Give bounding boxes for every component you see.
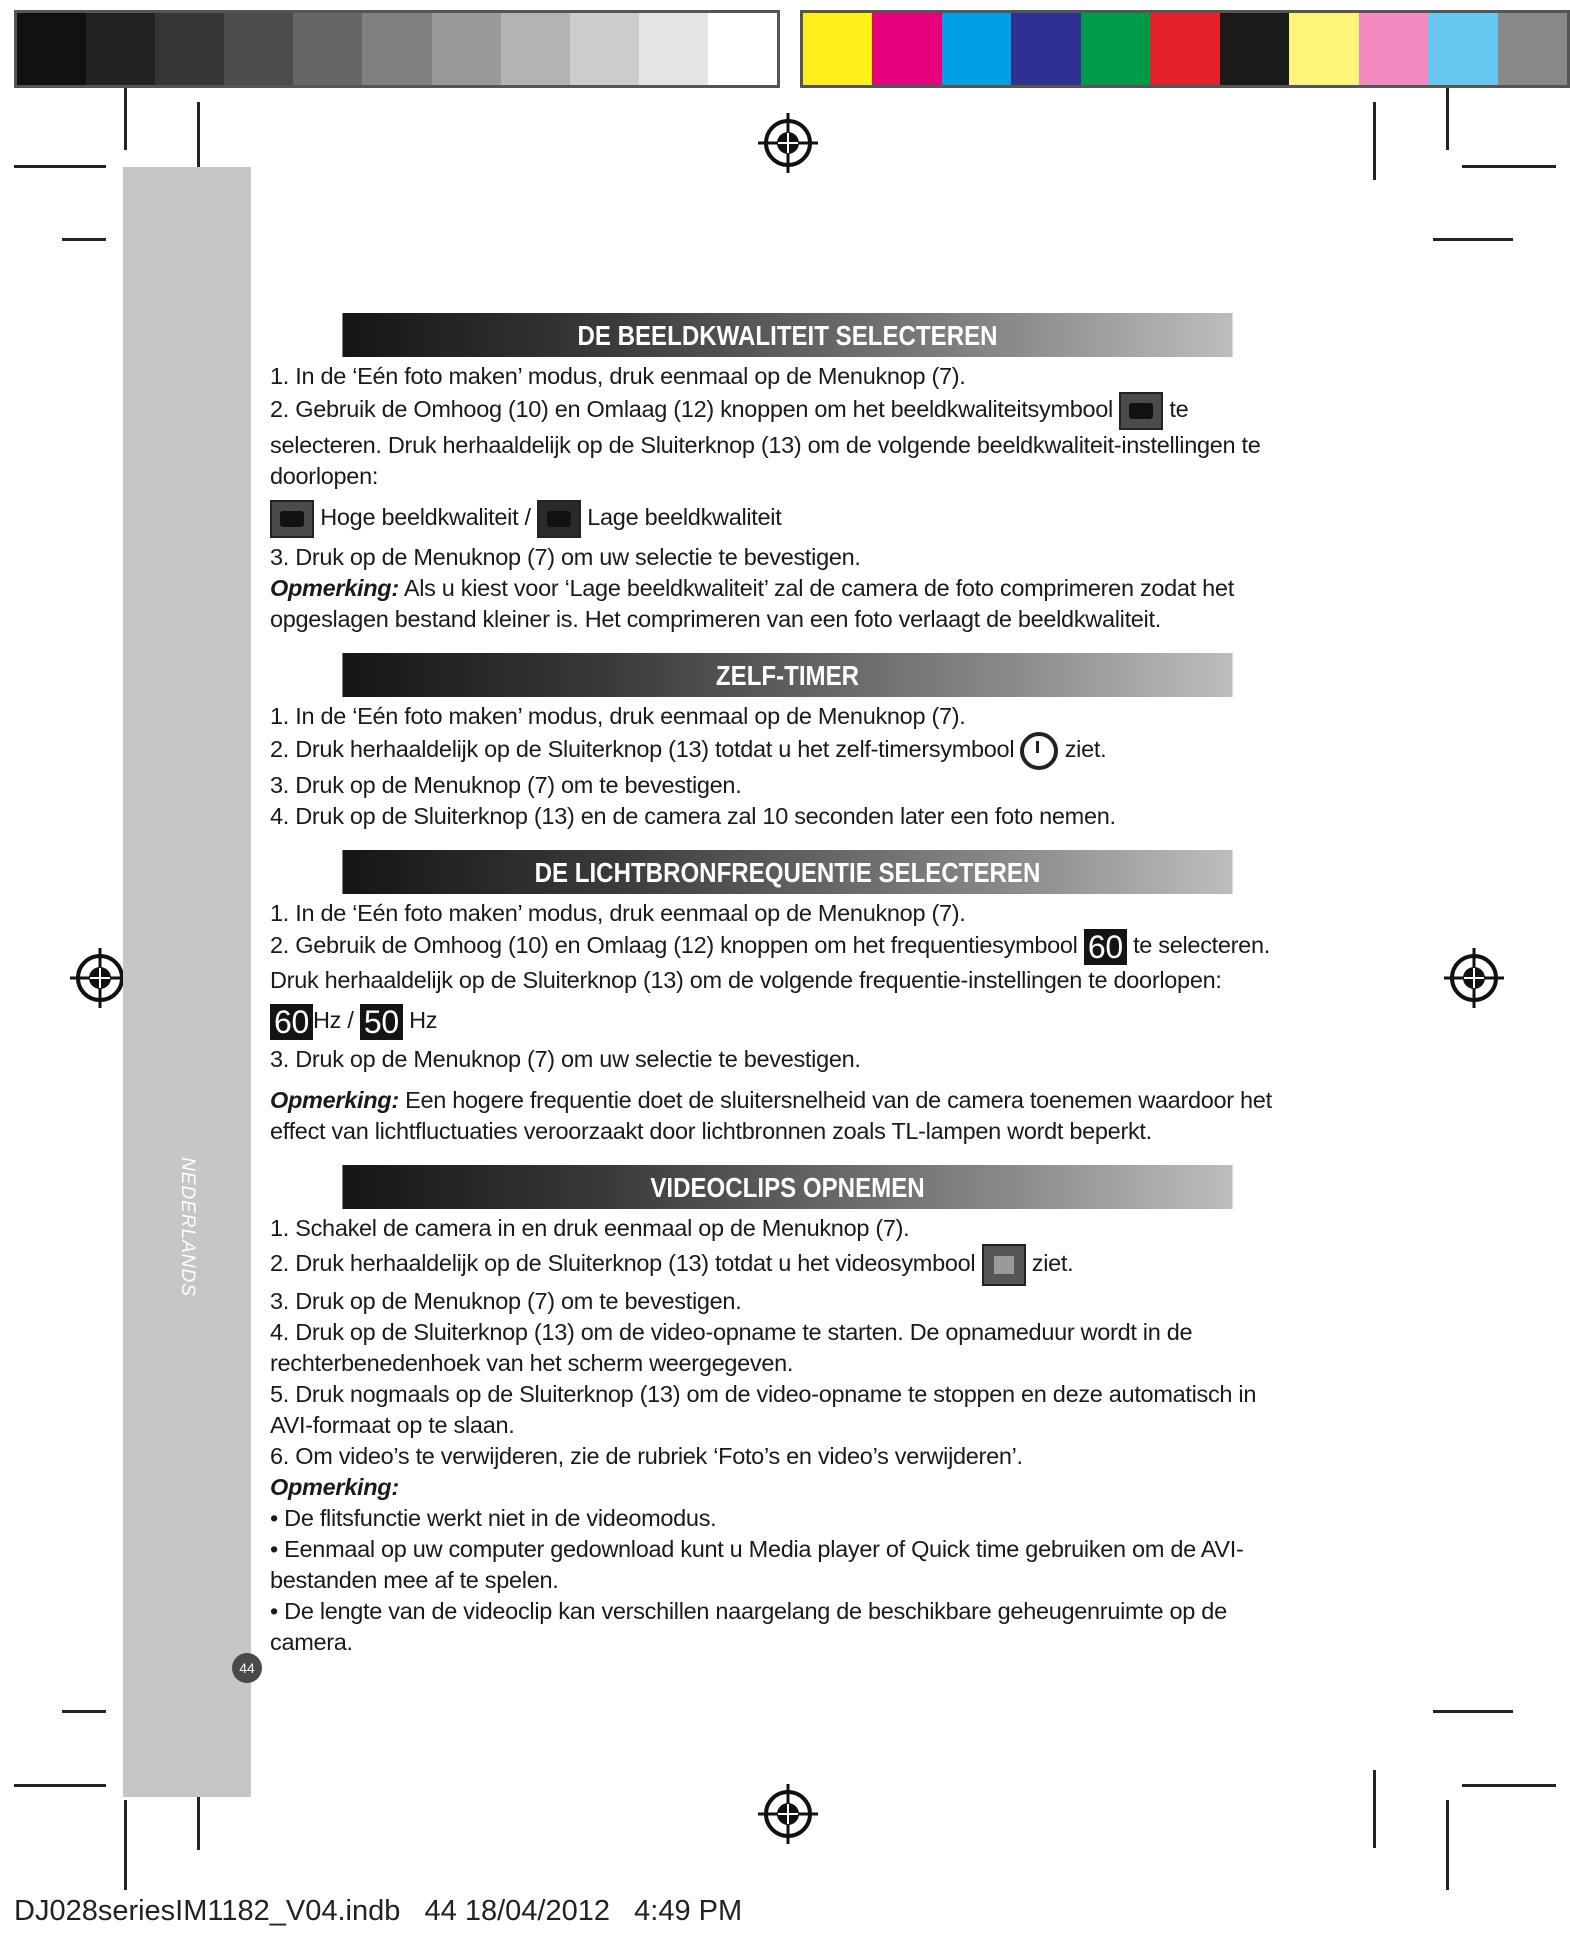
hz-label: Hz: [409, 1007, 438, 1033]
frequency-icon: 60: [1084, 929, 1127, 965]
color-swatch: [1220, 13, 1289, 85]
hz-label: Hz /: [313, 1007, 354, 1033]
instruction-line: 1. In de ‘Eén foto maken’ modus, druk eenmaal op de Menuknop (7).: [270, 900, 966, 926]
note-bullet: camera.: [270, 1629, 353, 1655]
note-line: opgeslagen bestand kleiner is. Het comprimeren van een foto verlaagt de beeldkwaliteit.: [270, 606, 1161, 632]
color-swatch: [1498, 13, 1567, 85]
crop-mark: [1446, 1800, 1449, 1890]
instruction-text: 2. Gebruik de Omhoog (10) en Omlaag (12) knoppen om het beeldkwaliteitsymbool: [270, 396, 1113, 423]
gray-swatch: [501, 13, 570, 85]
color-swatch: [1081, 13, 1150, 85]
instruction-line: Druk herhaaldelijk op de Sluiterknop (13) om de volgende frequentie-instellingen te doorlopen:: [270, 967, 1222, 993]
crop-mark: [1462, 165, 1556, 168]
instruction-line: 3. Druk op de Menuknop (7) om uw selectie te bevestigen.: [270, 544, 861, 570]
instruction-line: 1. Schakel de camera in en druk eenmaal op de Menuknop (7).: [270, 1215, 910, 1241]
print-slug: DJ028seriesIM1182_V04.indb 44 18/04/2012 4:49 PM: [14, 1895, 743, 1927]
color-swatch: [1289, 13, 1358, 85]
note-label: Opmerking:: [270, 1474, 399, 1500]
gray-swatch: [86, 13, 155, 85]
option-high-label: Hoge beeldkwaliteit /: [320, 504, 531, 530]
note-text: Als u kiest voor ‘Lage beeldkwaliteit’ zal de camera de foto comprimeren zodat het: [398, 575, 1234, 601]
instruction-line: selecteren. Druk herhaaldelijk op de Sluiterknop (13) om de volgende beeldkwaliteit-instellingen te: [270, 432, 1261, 458]
registration-mark-icon: [756, 111, 820, 175]
instruction-text: te selecteren.: [1133, 932, 1270, 959]
language-side-tab: [123, 167, 251, 1797]
gray-swatch: [362, 13, 431, 85]
crop-mark: [1433, 238, 1513, 241]
section-heading-timer: ZELF-TIMER: [342, 653, 1232, 697]
instruction-text: 2. Druk herhaaldelijk op de Sluiterknop (13) totdat u het videosymbool: [270, 1250, 976, 1277]
crop-mark: [1373, 102, 1376, 180]
instruction-text: 2. Druk herhaaldelijk op de Sluiterknop (13) totdat u het zelf-timersymbool: [270, 736, 1015, 763]
instruction-line: [270, 732, 1305, 770]
registration-mark-icon: [1442, 946, 1506, 1010]
note-line: [270, 1085, 1305, 1116]
self-timer-icon: [1020, 732, 1058, 770]
gray-swatch: [224, 13, 293, 85]
crop-mark: [124, 88, 127, 150]
gray-swatch: [708, 13, 777, 85]
page-number: 44: [232, 1653, 262, 1683]
color-calibration-bar: [800, 10, 1570, 88]
gray-swatch: [17, 13, 86, 85]
note-label: Opmerking:: [270, 575, 399, 601]
color-swatch: [942, 13, 1011, 85]
frequency-options: [270, 996, 1305, 1044]
instruction-line: [270, 1244, 1305, 1286]
instruction-line: 1. In de ‘Eén foto maken’ modus, druk eenmaal op de Menuknop (7).: [270, 363, 966, 389]
note-bullet: • Eenmaal op uw computer gedownload kunt u Media player of Quick time gebruiken om de AVI-: [270, 1536, 1244, 1562]
color-swatch: [1011, 13, 1080, 85]
instruction-line: 3. Druk op de Menuknop (7) om te bevestigen.: [270, 772, 742, 798]
instruction-text: ziet.: [1031, 1250, 1074, 1277]
gray-swatch: [570, 13, 639, 85]
instruction-text: 2. Gebruik de Omhoog (10) en Omlaag (12) knoppen om het frequentiesymbool: [270, 932, 1078, 959]
note-line: effect van lichtfluctuaties veroorzaakt door lichtbronnen zoals TL-lampen wordt beperkt.: [270, 1118, 1152, 1144]
crop-mark: [1373, 1770, 1376, 1848]
instruction-line: 4. Druk op de Sluiterknop (13) om de video-opname te starten. De opnameduur wordt in de: [270, 1319, 1193, 1345]
color-swatch: [872, 13, 941, 85]
crop-mark: [14, 1784, 106, 1787]
color-swatch: [803, 13, 872, 85]
color-swatch: [1428, 13, 1497, 85]
crop-mark: [14, 165, 106, 168]
note-text: Een hogere frequentie doet de sluitersnelheid van de camera toenemen waardoor het: [398, 1087, 1272, 1113]
instruction-line: rechterbenedenhoek van het scherm weergegeven.: [270, 1350, 794, 1376]
instruction-line: 5. Druk nogmaals op de Sluiterknop (13) om de video-opname te stoppen en deze automatisch in: [270, 1381, 1257, 1407]
low-quality-icon: [537, 500, 581, 538]
section-heading-frequency: DE LICHTBRONFREQUENTIE SELECTEREN: [342, 850, 1232, 894]
crop-mark: [1433, 1710, 1513, 1713]
instruction-line: 6. Om video’s te verwijderen, zie de rubriek ‘Foto’s en video’s verwijderen’.: [270, 1443, 1023, 1469]
instruction-line: 1. In de ‘Eén foto maken’ modus, druk eenmaal op de Menuknop (7).: [270, 703, 966, 729]
crop-mark: [62, 1710, 106, 1713]
manual-content: [270, 313, 1305, 1658]
note-label: Opmerking:: [270, 1087, 399, 1113]
video-icon: [982, 1244, 1026, 1286]
crop-mark: [1446, 88, 1449, 150]
crop-mark: [124, 1800, 127, 1890]
instruction-line: [270, 392, 1305, 430]
note-line: [270, 573, 1305, 604]
gray-swatch: [293, 13, 362, 85]
gray-swatch: [155, 13, 224, 85]
section-heading-video: VIDEOCLIPS OPNEMEN: [342, 1165, 1232, 1209]
section-heading-quality: DE BEELDKWALITEIT SELECTEREN: [342, 313, 1232, 357]
instruction-line: 3. Druk op de Menuknop (7) om te bevestigen.: [270, 1288, 742, 1314]
color-swatch: [1150, 13, 1219, 85]
instruction-line: doorlopen:: [270, 463, 379, 489]
note-bullet: bestanden mee af te spelen.: [270, 1567, 559, 1593]
crop-mark: [62, 238, 106, 241]
instruction-text: ziet.: [1064, 736, 1107, 763]
color-swatch: [1359, 13, 1428, 85]
instruction-line: 4. Druk op de Sluiterknop (13) en de camera zal 10 seconden later een foto nemen.: [270, 803, 1116, 829]
note-bullet: • De lengte van de videoclip kan verschillen naargelang de beschikbare geheugenruimte op de: [270, 1598, 1227, 1624]
instruction-line: [270, 929, 1305, 965]
registration-mark-icon: [756, 1782, 820, 1846]
image-quality-icon: [1119, 392, 1163, 430]
note-bullet: • De flitsfunctie werkt niet in de videomodus.: [270, 1505, 717, 1531]
gray-swatch: [432, 13, 501, 85]
frequency-50-icon: 50: [360, 1004, 403, 1040]
quality-options: [270, 492, 1305, 542]
frequency-60-icon: 60: [270, 1004, 313, 1040]
instruction-line: AVI-formaat op te slaan.: [270, 1412, 515, 1438]
crop-mark: [1462, 1784, 1556, 1787]
language-label: NEDERLANDS: [177, 1157, 198, 1297]
instruction-line: 3. Druk op de Menuknop (7) om uw selectie te bevestigen.: [270, 1046, 861, 1072]
gray-swatch: [639, 13, 708, 85]
grayscale-calibration-bar: [14, 10, 780, 88]
option-low-label: Lage beeldkwaliteit: [587, 504, 782, 530]
high-quality-icon: [270, 500, 314, 538]
instruction-text: te: [1169, 396, 1189, 423]
